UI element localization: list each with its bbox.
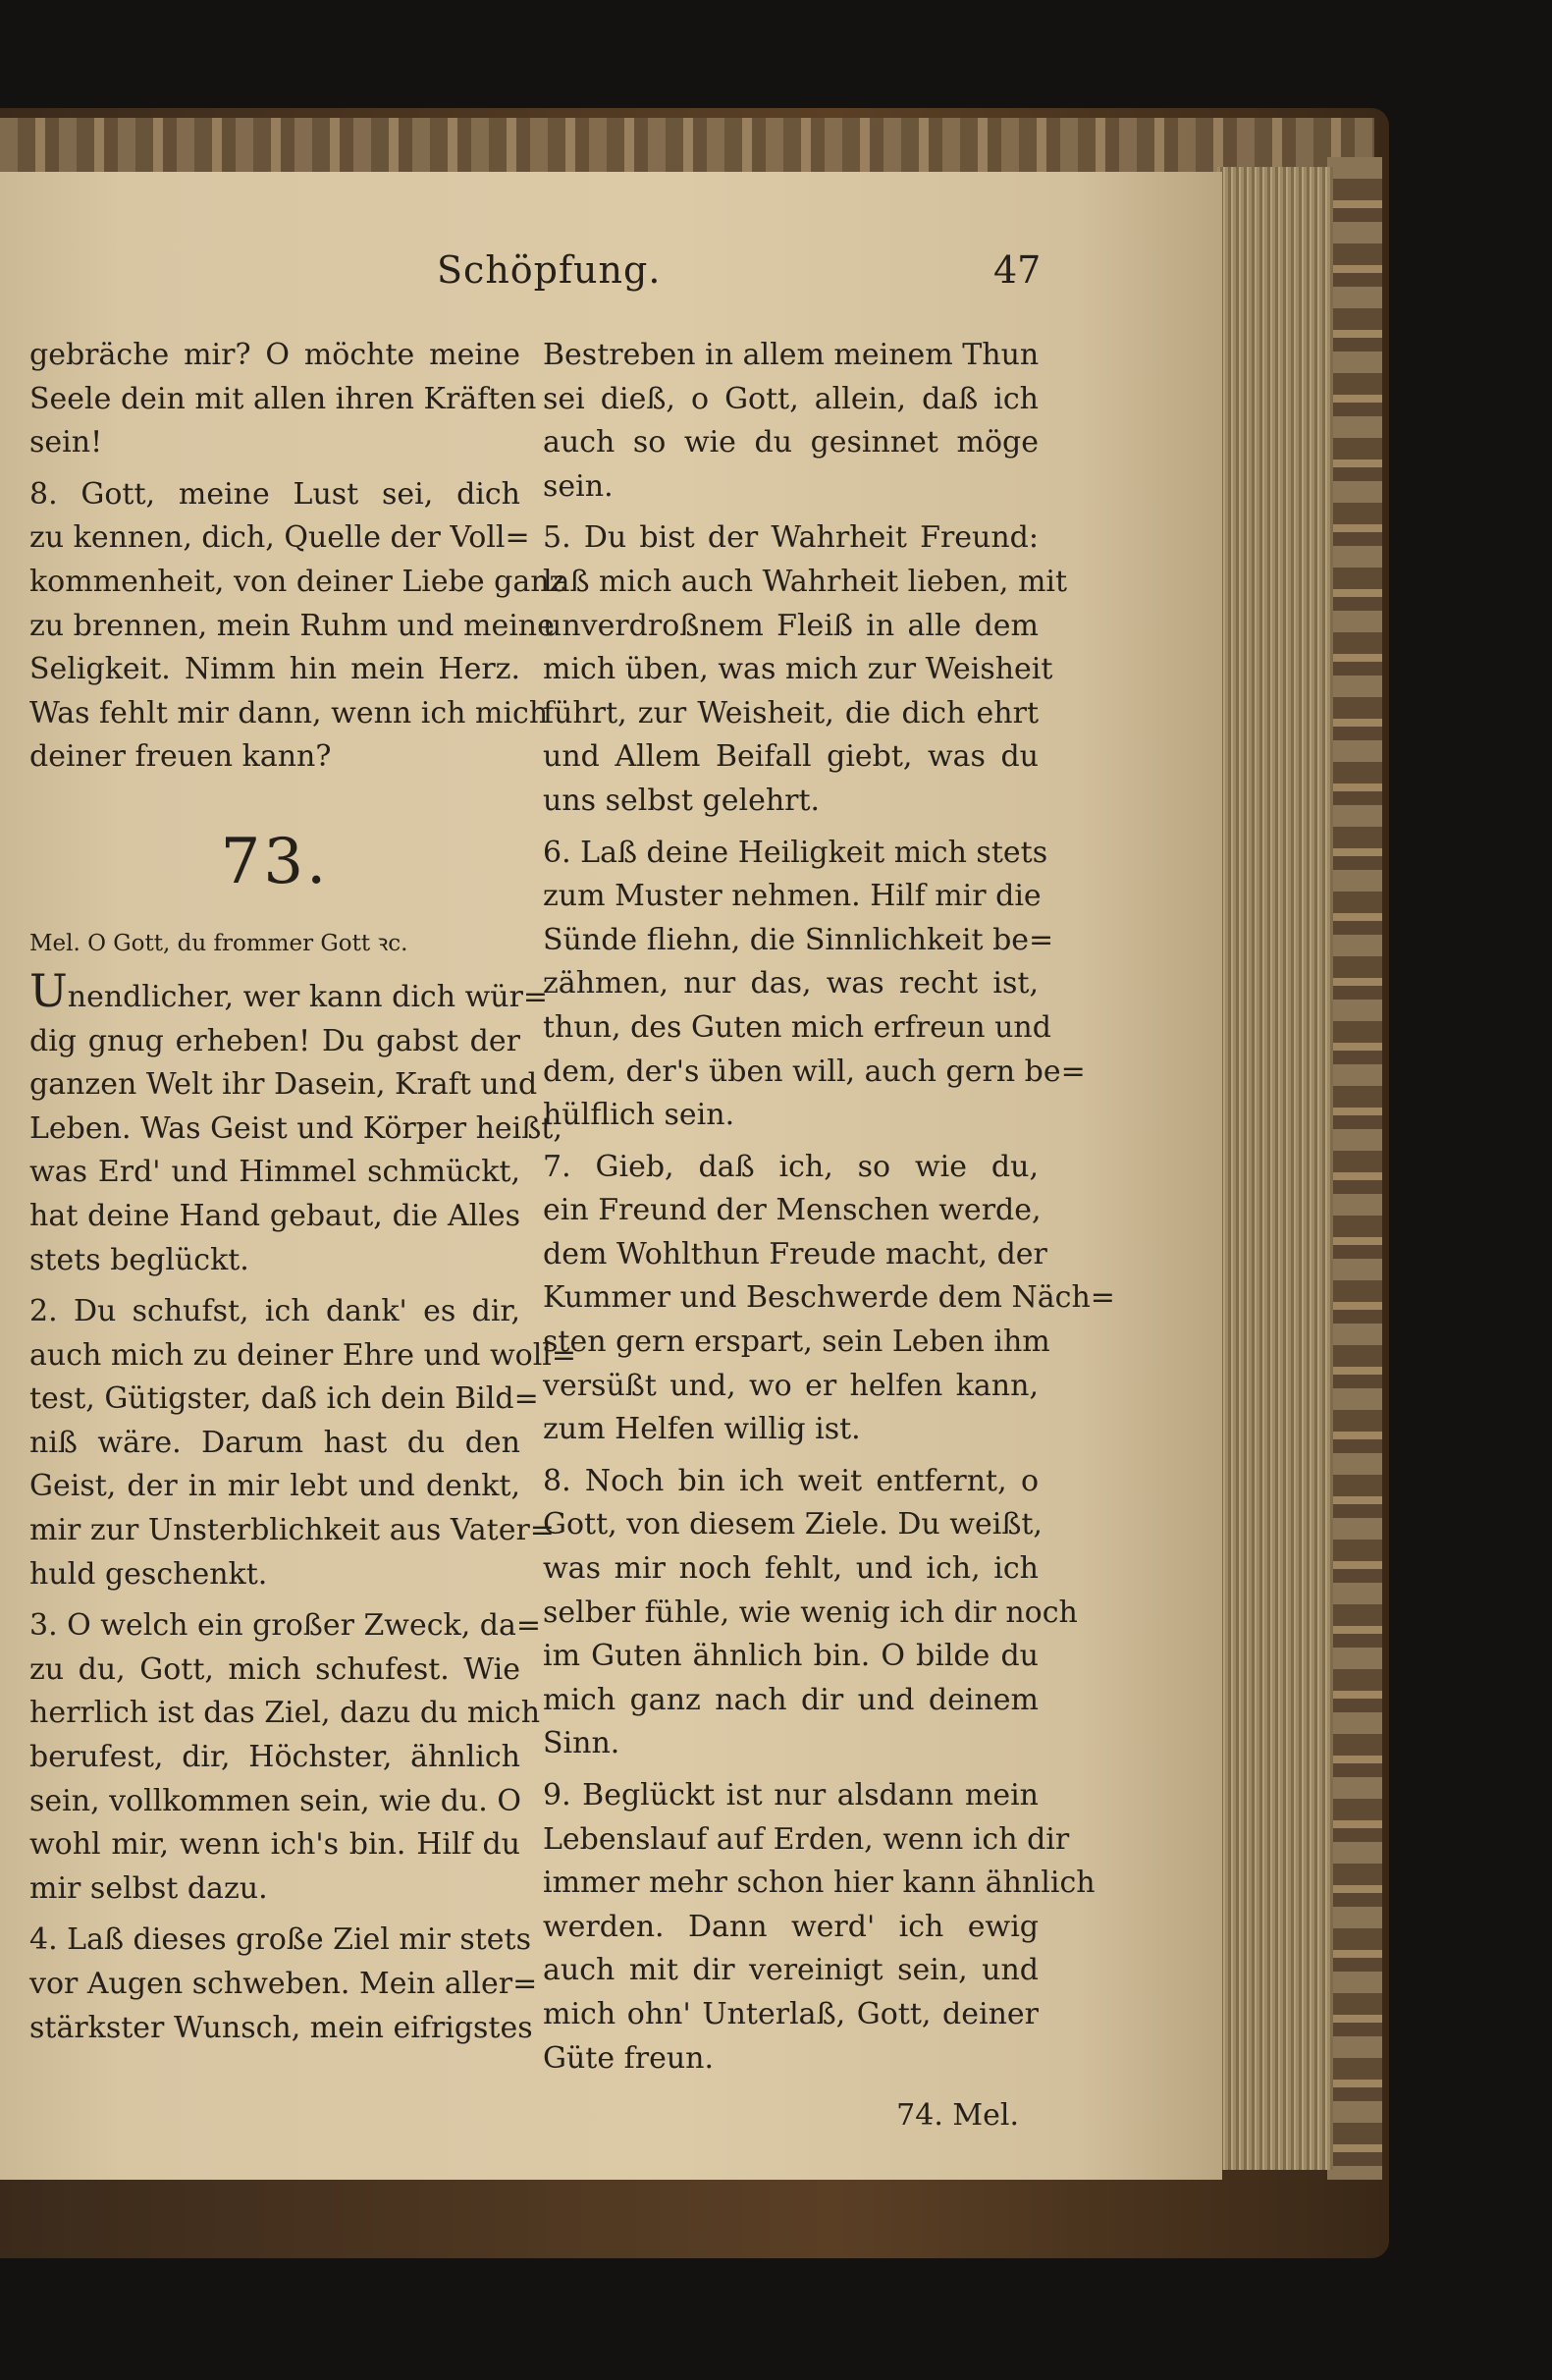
- text-line: auch mich zu deiner Ehre und woll=: [29, 1337, 577, 1373]
- text-line: gebräche mir? O möchte meine: [29, 338, 520, 372]
- verse-4: [29, 1919, 538, 2050]
- verse-5: [543, 516, 1068, 823]
- text-line: auch so wie du gesinnet möge: [543, 425, 1039, 460]
- text-line: Was fehlt mir dann, wenn ich mich: [29, 695, 549, 730]
- text-line: mich üben, was mich zur Weisheit: [543, 652, 1053, 687]
- melody-line: Mel. O Gott, du frommer Gott ꝛc.: [29, 930, 408, 956]
- verse-9: [543, 1774, 1096, 2081]
- text-line: mir selbst dazu.: [29, 1870, 268, 1906]
- text-line: wohl mir, wenn ich's bin. Hilf du: [29, 1827, 520, 1863]
- text-line: 9. Beglückt ist nur alsdann mein: [543, 1778, 1039, 1812]
- text-line: werden. Dann werd' ich ewig: [543, 1909, 1039, 1944]
- text-line: mich ohn' Unterlaß, Gott, deiner: [543, 1996, 1039, 2031]
- text-line: Seele dein mit allen ihren Kräften: [29, 381, 537, 416]
- text-line: ein Freund der Menschen werde,: [543, 1193, 1042, 1228]
- text-line: zu du, Gott, mich schufest. Wie: [29, 1651, 520, 1687]
- text-line: hülflich sein.: [543, 1098, 735, 1133]
- text-line: test, Gütigster, daß ich dein Bild=: [29, 1381, 539, 1417]
- text-line: stärkster Wunsch, mein eifrigstes: [29, 2010, 533, 2045]
- text-line: Sinn.: [543, 1726, 620, 1761]
- text-line: selber fühle, wie wenig ich dir noch: [543, 1595, 1078, 1630]
- text-line: Bestreben in allem meinem Thun: [543, 338, 1040, 372]
- text-line: führt, zur Weisheit, die dich ehrt: [543, 695, 1039, 730]
- text-line: huld geschenkt.: [29, 1556, 268, 1592]
- text-line: dig gnug erheben! Du gabst der: [29, 1023, 520, 1058]
- text-line: 6. Laß deine Heiligkeit mich stets: [543, 835, 1048, 870]
- text-line: ganzen Welt ihr Dasein, Kraft und: [29, 1067, 538, 1103]
- verse-1: [29, 963, 562, 1282]
- verse-8: [29, 473, 565, 780]
- text-line: 5. Du bist der Wahrheit Freund:: [543, 520, 1039, 556]
- text-line: sten gern erspart, sein Leben ihm: [543, 1325, 1050, 1360]
- text-line: Kummer und Beschwerde dem Näch=: [543, 1280, 1115, 1316]
- text-line: mir zur Unsterblichkeit aus Vater=: [29, 1513, 555, 1548]
- right-column: [543, 334, 1115, 2138]
- page-edges: [1217, 167, 1333, 2170]
- verse-3: [29, 1604, 542, 1911]
- text-line: versüßt und, wo er helfen kann,: [543, 1368, 1039, 1403]
- text-line: Sünde fliehn, die Sinnlichkeit be=: [543, 922, 1054, 957]
- text-line: dem Wohlthun Freude macht, der: [543, 1236, 1047, 1271]
- cover-edge-ornament: [1327, 157, 1382, 2180]
- page-header: [0, 248, 1222, 307]
- text-line: Seligkeit. Nimm hin mein Herz.: [29, 652, 520, 687]
- verse-2: [29, 1290, 577, 1596]
- text-line: Lebenslauf auf Erden, wenn ich dir: [543, 1821, 1070, 1857]
- verse-7: [543, 1146, 1115, 1452]
- hymn-number: 73.: [220, 825, 330, 898]
- page-number: 47: [993, 248, 1042, 292]
- text-line: zum Helfen willig ist.: [543, 1412, 861, 1447]
- text-line: 8. Noch bin ich weit entfernt, o: [543, 1463, 1039, 1498]
- book-page: [0, 172, 1222, 2180]
- decorative-border: [0, 118, 1374, 175]
- text-line: thun, des Guten mich erfreun und: [543, 1009, 1051, 1045]
- text-line: zähmen, nur das, was recht ist,: [543, 966, 1039, 1001]
- text-line: kommenheit, von deiner Liebe ganz: [29, 564, 565, 599]
- text-line: Unendlicher, wer kann dich wür=: [29, 963, 549, 1017]
- text-line: auch mit dir vereinigt sein, und: [543, 1953, 1039, 1988]
- text-line: im Guten ähnlich bin. O bilde du: [543, 1639, 1039, 1674]
- verse-8-right: [543, 1460, 1078, 1766]
- text-line: 3. O welch ein großer Zweck, da=: [29, 1608, 542, 1644]
- text-line: Geist, der in mir lebt und denkt,: [29, 1469, 520, 1504]
- text-line: mich ganz nach dir und deinem: [543, 1682, 1039, 1717]
- text-line: Leben. Was Geist und Körper heißt,: [29, 1110, 562, 1146]
- text-line: vor Augen schweben. Mein aller=: [29, 1967, 538, 2001]
- text-line: Güte freun.: [543, 2040, 715, 2076]
- text-line: 4. Laß dieses große Ziel mir stets: [29, 1922, 532, 1958]
- text-line: 7. Gieb, daß ich, so wie du,: [543, 1149, 1039, 1184]
- catchword: 74. Mel.: [896, 2098, 1019, 2134]
- running-head: Schöpfung.: [437, 248, 662, 292]
- text-line: 8. Gott, meine Lust sei, dich: [29, 476, 520, 512]
- text-line: stets beglückt.: [29, 1242, 249, 1277]
- text-line: was Erd' und Himmel schmückt,: [29, 1155, 520, 1190]
- text-line: hat deine Hand gebaut, die Alles: [29, 1198, 520, 1233]
- text-line: niß wäre. Darum hast du den: [29, 1425, 520, 1460]
- text-line: sein!: [29, 425, 103, 460]
- text-line: unverdroßnem Fleiß in alle dem: [543, 608, 1039, 643]
- text-line: Gott, von diesem Ziele. Du weißt,: [543, 1507, 1043, 1542]
- text-line: berufest, dir, Höchster, ähnlich: [29, 1740, 520, 1775]
- text-line: was mir noch fehlt, und ich, ich: [543, 1551, 1039, 1587]
- left-column: [29, 334, 577, 2050]
- text-line: 2. Du schufst, ich dank' es dir,: [29, 1294, 520, 1329]
- text-line: zum Muster nehmen. Hilf mir die: [543, 879, 1042, 914]
- verse-4-end: [543, 334, 1039, 509]
- text-line: herrlich ist das Ziel, dazu du mich: [29, 1696, 541, 1731]
- text-line: immer mehr schon hier kann ähnlich: [543, 1866, 1096, 1901]
- verse-6: [543, 832, 1086, 1138]
- text-line: laß mich auch Wahrheit lieben, mit: [543, 564, 1068, 599]
- drop-cap: U: [29, 963, 68, 1017]
- text-line: sein, vollkommen sein, wie du. O: [29, 1783, 521, 1818]
- text-line: uns selbst gelehrt.: [543, 783, 821, 818]
- verse-7-end: [29, 334, 537, 465]
- text-line: zu brennen, mein Ruhm und meine: [29, 608, 555, 643]
- text-line: deiner freuen kann?: [29, 739, 332, 775]
- text-line: zu kennen, dich, Quelle der Voll=: [29, 520, 530, 556]
- text-line: sein.: [543, 468, 614, 504]
- text-line: dem, der's üben will, auch gern be=: [543, 1054, 1086, 1089]
- text-line: sei dieß, o Gott, allein, daß ich: [543, 381, 1039, 416]
- text-line: und Allem Beifall giebt, was du: [543, 739, 1039, 775]
